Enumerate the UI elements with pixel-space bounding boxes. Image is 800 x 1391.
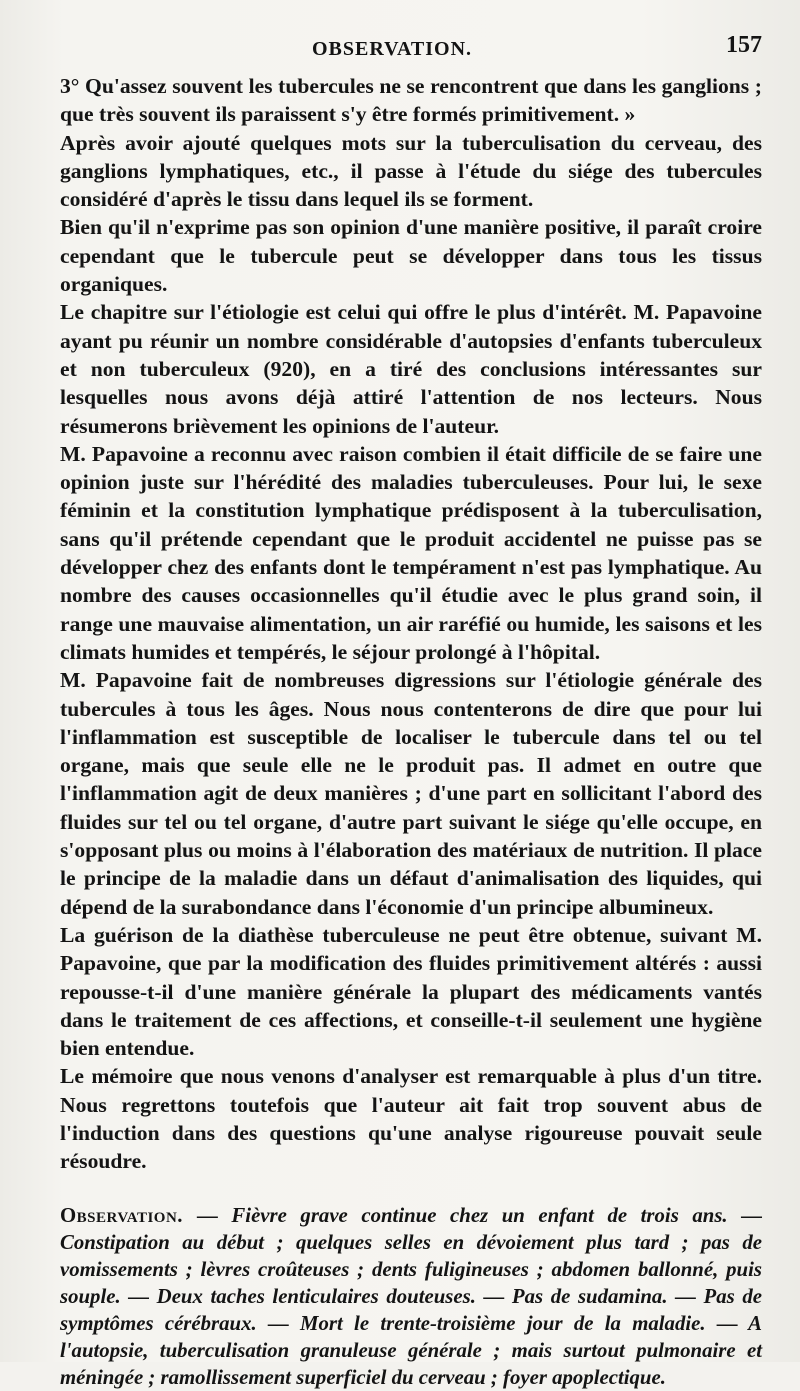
paragraph-8: Le mémoire que nous venons d'analyser est remarquable à plus d'un titre. Nous regrettons toutefois que l'auteur ait fait trop souvent abus de l'induction dans des questions qu'une analyse rigoureuse pouvait seule résoudre. (60, 1064, 762, 1174)
paragraph-3: Bien qu'il n'exprime pas son opinion d'une manière positive, il paraît croire cependant que le tubercule peut se développer dans tous les tissus organiques. (60, 215, 762, 297)
body-text (60, 72, 762, 1176)
paragraph-7: La guérison de la diathèse tuberculeuse ne peut être obtenue, suivant M. Papavoine, que par la modification des fluides primitivement altérés : aussi repousse-t-il d'une manière générale la plupart des médicaments vantés dans le traitement de ces affections, et conseille-t-il seulement une hygiène bien entendue. (60, 922, 762, 1061)
paragraph-5: M. Papavoine a reconnu avec raison combien il était difficile de se faire une opinion juste sur l'hérédité des maladies tuberculeuses. Pour lui, le sexe féminin et la constitution lymphatique prédisposent à la tuberculisation, sans qu'il prétende cependant que le produit accidentel ne puisse pas se développer chez des enfants dont le tempérament n'est pas lymphatique. Au nombre des causes occasionnelles qu'il étudie avec le plus grand soin, il range une mauvaise alimentation, un air raréfié ou humide, les saisons et les climats humides et tempérés, le séjour prolongé à l'hôpital. (60, 441, 762, 664)
paragraph-6: M. Papavoine fait de nombreuses digressions sur l'étiologie générale des tubercules à tous les âges. Nous nous contenterons de dire que pour lui l'inflammation est susceptible de localiser le tubercule dans tel ou tel organe, mais que seule elle ne le produit pas. Il admet en outre que l'inflammation agit de deux manières ; d'une part en sollicitant l'abord des fluides sur tel ou tel organe, d'autre part suivant le siége qu'elle occupe, en s'opposant plus ou moins à l'élaboration des matériaux de nutrition. Il place le principe de la maladie dans un défaut d'animalisation des liquides, qui dépend de la surabondance dans l'économie d'un principe albumineux. (60, 668, 762, 919)
paragraph-1: 3° Qu'assez souvent les tubercules ne se rencontrent que dans les ganglions ; que très souvent ils paraissent s'y être formés primitivement. » (60, 74, 762, 127)
observation-label: Observation. (60, 1203, 198, 1227)
observation-text: — Fièvre grave continue chez un enfant de trois ans. — Constipation au début ; quelques selles en dévoiement plus tard ; pas de vomissements ; lèvres croûteuses ; dents fuligineuses ; abdomen ballonné, puis souple. — Deux taches lenticulaires douteuses. — Pas de sudamina. — Pas de symptômes cérébraux. — Mort le trente-troisième jour de la maladie. — A l'autopsie, tuberculisation granuleuse générale ; mais surtout pulmonaire et méningée ; ramollissement superficiel du cerveau ; foyer apoplectique. (60, 1203, 762, 1389)
paragraph-4: Le chapitre sur l'étiologie est celui qui offre le plus d'intérêt. M. Papavoine ayant pu réunir un nombre considérable d'autopsies d'enfants tuberculeux et non tuberculeux (920), en a tiré des conclusions intéressantes sur lesquelles nous avons déjà attiré l'attention de nos lecteurs. Nous résumerons brièvement les opinions de l'auteur. (60, 300, 762, 438)
paragraph-2: Après avoir ajouté quelques mots sur la tuberculisation du cerveau, des ganglions lymphatiques, etc., il passe à l'étude du siége des tubercules considéré d'après le tissu dans lequel ils se forment. (60, 130, 762, 212)
running-title: OBSERVATION. (312, 38, 473, 60)
page-number: 157 (726, 32, 762, 58)
observation-block (60, 1202, 762, 1391)
page-header (60, 28, 762, 72)
